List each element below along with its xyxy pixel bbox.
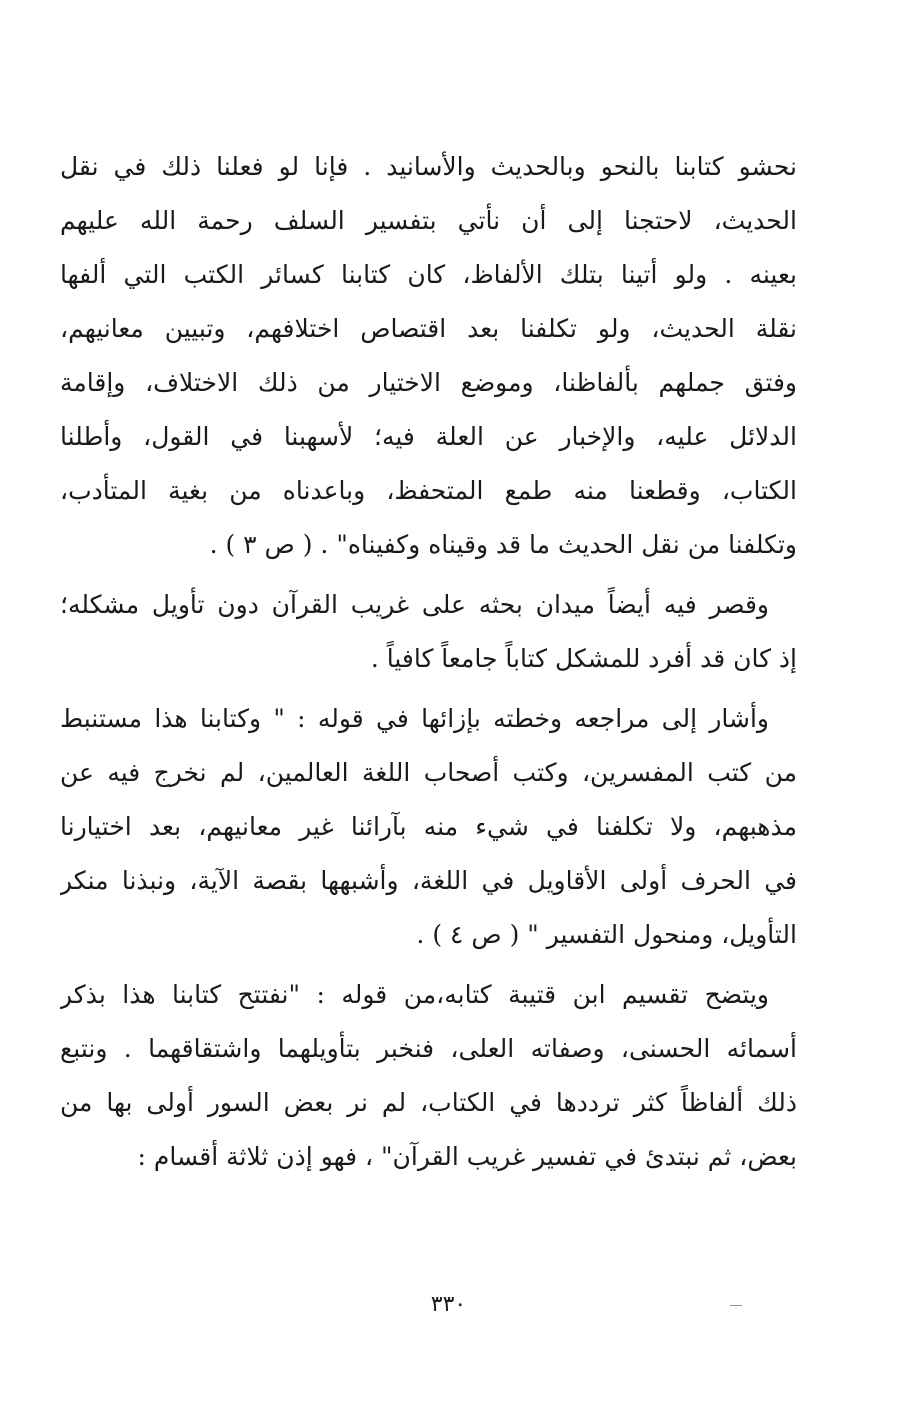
page-number: ٣٣٠ [430, 1292, 467, 1317]
text-line: نقلة الحديث، ولو تكلفنا بعد اقتصاص اختلافهم، وتبيين معانيهم، [60, 314, 797, 343]
paragraph [60, 578, 797, 686]
text-line: التأويل، ومنحول التفسير " ( ص ٤ ) . [416, 920, 797, 949]
paragraph [60, 692, 797, 962]
text-line: في الحرف أولى الأقاويل في اللغة، وأشبهها بقصة الآية، ونبذنا منكر [60, 866, 797, 895]
text-line: بعض، ثم نبتدئ في تفسير غريب القرآن" ، فهو إذن ثلاثة أقسام : [137, 1142, 797, 1171]
text-line: الدلائل عليه، والإخبار عن العلة فيه؛ لأسهبنا في القول، وأطلنا [60, 422, 797, 451]
text-line: بعينه . ولو أتينا بتلك الألفاظ، كان كتابنا كسائر الكتب التي ألفها [60, 260, 797, 289]
text-line: وقصر فيه أيضاً ميدان بحثه على غريب القرآن دون تأويل مشكله؛ [60, 590, 769, 619]
page-body [60, 140, 797, 1190]
text-line: نحشو كتابنا بالنحو وبالحديث والأسانيد . فإنا لو فعلنا ذلك في نقل [60, 152, 797, 181]
text-line: الحديث، لاحتجنا إلى أن نأتي بتفسير السلف رحمة الله عليهم [60, 206, 797, 235]
paragraph [60, 968, 797, 1184]
text-line: وفتق جملهم بألفاظنا، وموضع الاختيار من ذلك الاختلاف، وإقامة [60, 368, 797, 397]
text-line: مذهبهم، ولا تكلفنا في شيء منه بآرائنا غير معانيهم، بعد اختيارنا [60, 812, 797, 841]
text-line: وتكلفنا من نقل الحديث ما قد وقيناه وكفيناه" . ( ص ٣ ) . [209, 530, 797, 559]
text-line: إذ كان قد أفرد للمشكل كتاباً جامعاً كافياً . [370, 644, 797, 673]
text-line: من كتب المفسرين، وكتب أصحاب اللغة العالمين، لم نخرج فيه عن [60, 758, 797, 787]
text-line: ذلك ألفاظاً كثر ترددها في الكتاب، لم نر بعض السور أولى بها من [60, 1088, 797, 1117]
text-line: ويتضح تقسيم ابن قتيبة كتابه،من قوله : "نفتتح كتابنا هذا بذكر [60, 980, 769, 1009]
text-line: الكتاب، وقطعنا منه طمع المتحفظ، وباعدناه من بغية المتأدب، [60, 476, 797, 505]
footer-mark [730, 1305, 742, 1306]
text-line: أسمائه الحسنى، وصفاته العلى، فنخبر بتأويلهما واشتقاقهما . ونتبع [60, 1034, 797, 1063]
text-line: وأشار إلى مراجعه وخطته بإزائها في قوله : " وكتابنا هذا مستنبط [60, 704, 769, 733]
paragraph [60, 140, 797, 572]
